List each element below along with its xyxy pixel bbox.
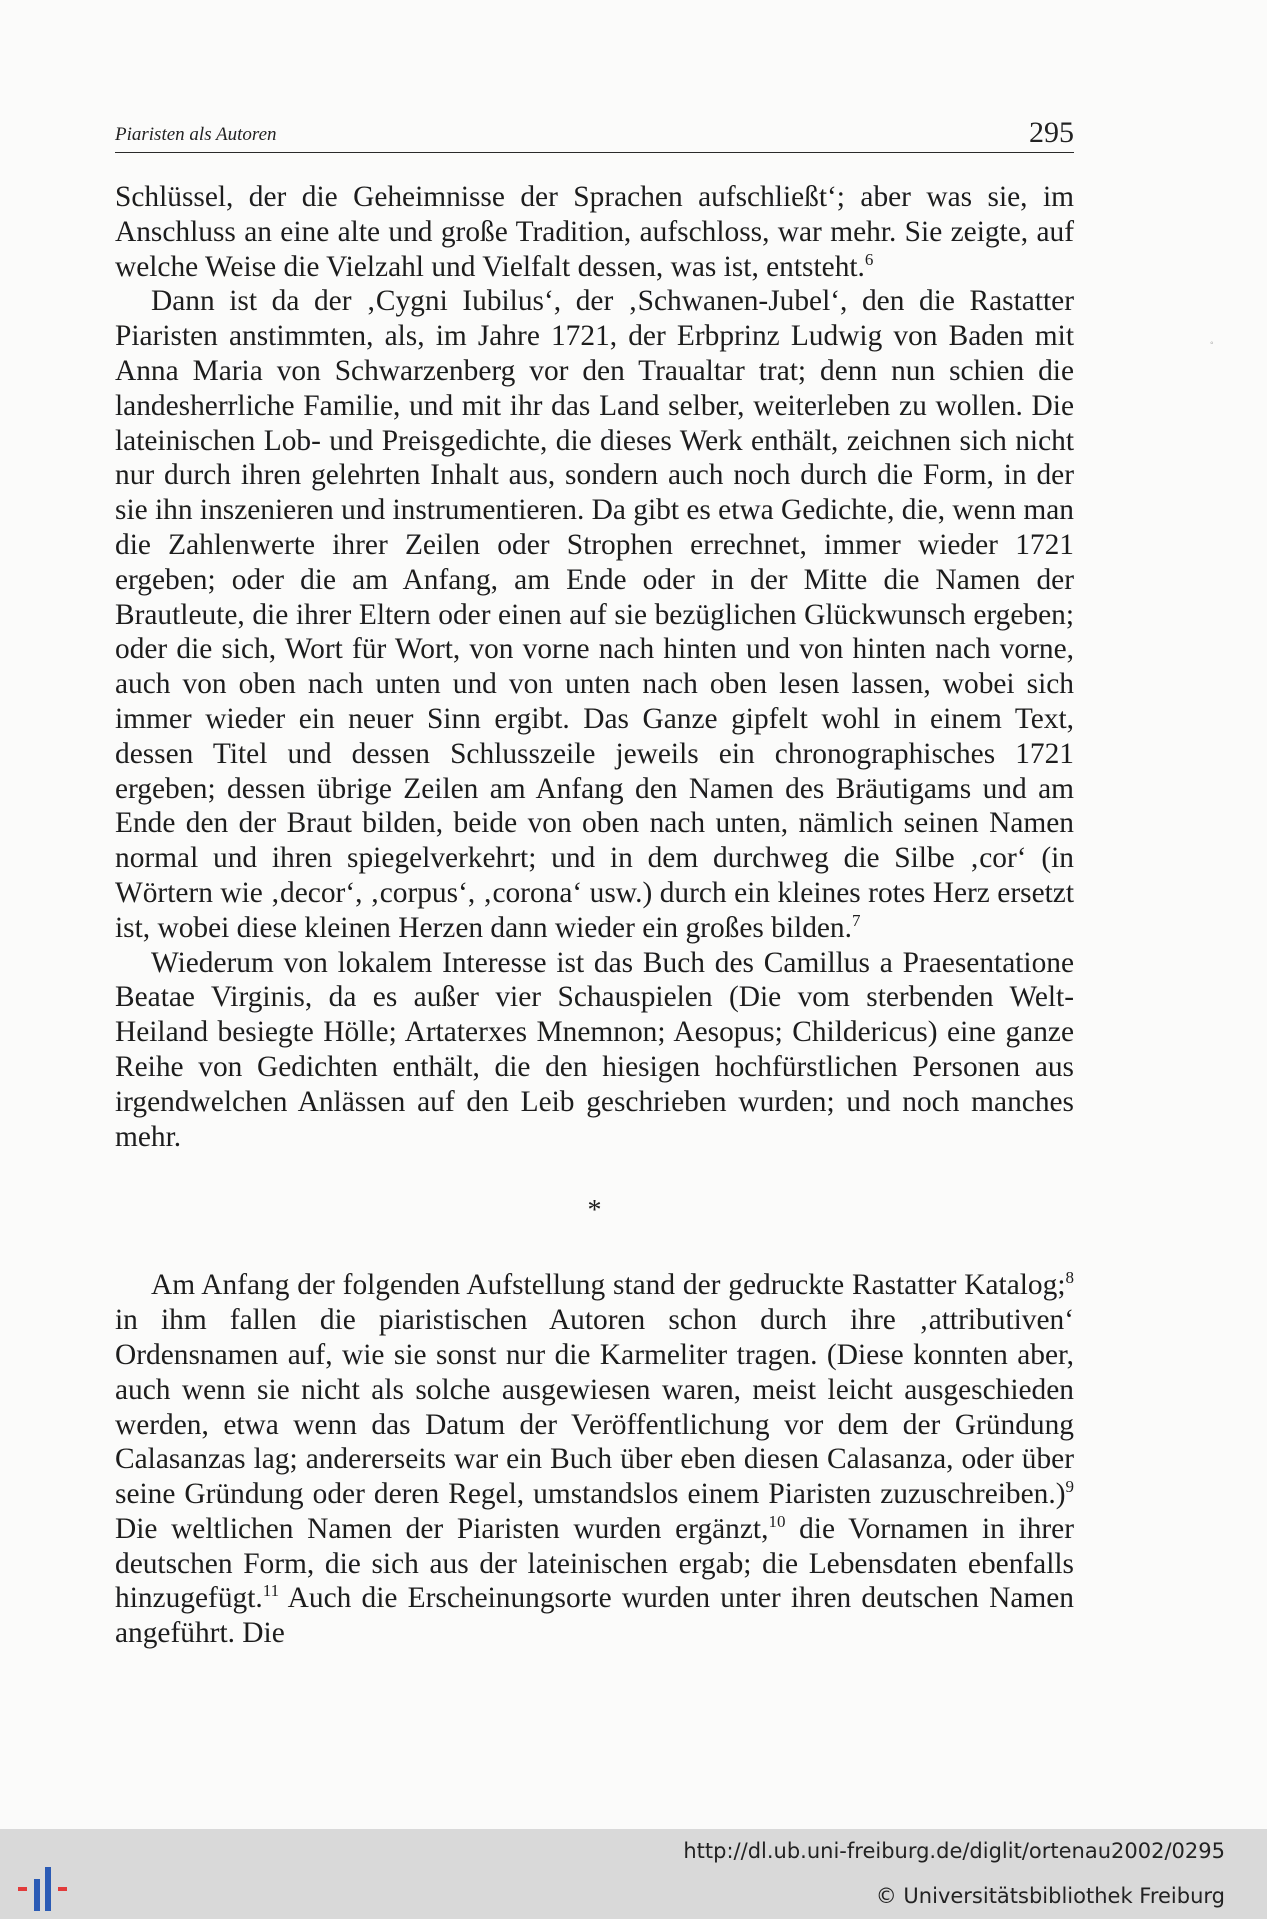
- footnote-ref[interactable]: 6: [864, 249, 874, 269]
- body-text: [115, 180, 1074, 1651]
- paragraph-3: Wiederum von lokalem Interesse ist das Buch des Camillus a Praesentatione Beatae Virginis, da es außer vier Schauspielen (Die vom sterbenden Welt-Heiland besiegte Hölle; Artaterxes Mnemnon; Aesopus; Childericus) eine ganze Reihe von Gedichten enthält, die den hiesigen hochfürstlichen Personen aus irgendwelchen Anlässen auf den Leib geschrieben wurden; und noch manches mehr.: [115, 946, 1074, 1153]
- running-title: Piaristen als Autoren: [115, 124, 277, 145]
- viewer-footer: [0, 1829, 1267, 1919]
- footnote-ref[interactable]: 7: [851, 910, 861, 930]
- margin-mark: ◦: [1210, 338, 1214, 349]
- section-divider: *: [587, 1195, 602, 1227]
- page-number: 295: [1029, 116, 1074, 149]
- ub-freiburg-logo-icon: [14, 1867, 80, 1911]
- copyright-notice: © Universitätsbibliothek Freiburg: [875, 1884, 1225, 1908]
- paragraph-4: Am Anfang der folgenden Aufstellung stand der gedruckte Rastatter Katalog;$^8$ in ihm fallen die piaristischen Autoren schon durch ihre ‚attributiven‘ Ordensnamen auf, wie sie sonst nur die Karmeliter tragen. (Diese konnten aber, auch wenn sie nicht als solche ausgewiesen waren, meist leicht ausgeschieden werden, etwa wenn das Datum der Veröffentlichung vor dem der Gründung Calasanzas lag; andererseits war ein Buch über eben diesen Calasanza, oder über seine Gründung oder deren Regel, umstandslos einem Piaristen zuzuschreiben.)$^9$ Die weltlichen Namen der Piaristen wurden ergänzt,$^{10}$ die Vornamen in ihrer deutschen Form, die sich aus der lateinischen ergab; die Lebensdaten ebenfalls hinzugefügt.$^{11}$ Auch die Erscheinungsorte wurden unter ihren deutschen Namen angeführt. Die: [115, 1268, 1075, 1650]
- footnote-ref[interactable]: 8: [1065, 1268, 1074, 1288]
- footnote-ref[interactable]: 9: [1065, 1477, 1074, 1497]
- page-header: [115, 112, 1074, 153]
- paragraph-2: Dann ist da der ‚Cygni Iubilus‘, der ‚Schwanen-Jubel‘, den die Rastatter Piaristen anstimmten, als, im Jahre 1721, der Erbprinz Ludwig von Baden mit Anna Maria von Schwarzenberg vor den Traualtar trat; denn nun schien die landesherrliche Familie, und mit ihr das Land selber, weiterleben zu wollen. Die lateinischen Lob- und Preisgedichte, die dieses Werk enthält, zeichnen sich nicht nur durch ihren gelehrten Inhalt aus, sondern auch noch durch die Form, in der sie ihn inszenieren und instrumentieren. Da gibt es etwa Gedichte, die, wenn man die Zahlenwerte ihrer Zeilen oder Strophen errechnet, immer wieder 1721 ergeben; oder die am Anfang, am Ende oder in der Mitte die Namen der Brautleute, die ihrer Eltern oder einen auf sie bezüglichen Glückwunsch ergeben; oder die sich, Wort für Wort, von vorne nach hinten und von hinten nach vorne, auch von oben nach unten und von unten nach oben lesen lassen, wobei sich immer wieder ein neuer Sinn ergibt. Das Ganze gipfelt wohl in einem Text, dessen Titel und dessen Schlusszeile jeweils ein chronographisches 1721 ergeben; dessen übrige Zeilen am Anfang den Namen des Bräutigams und am Ende den der Braut bilden, beide von oben nach unten, nämlich seinen Namen normal und ihren spiegelverkehrt; und in dem durchweg die Silbe ‚cor‘ (in Wörtern wie ‚decor‘, ‚corpus‘, ‚corona‘ usw.) durch ein kleines rotes Herz ersetzt ist, wobei diese kleinen Herzen dann wieder ein großes bilden.$^7$: [115, 285, 1074, 944]
- permalink-url[interactable]: http://dl.ub.uni-freiburg.de/diglit/ortenau2002/0295: [683, 1839, 1225, 1863]
- paragraph-1: Schlüssel, der die Geheimnisse der Sprachen aufschließt‘; aber was sie, im Anschluss an eine alte und große Tradition, aufschloss, war mehr. Sie zeigte, auf welche Weise die Vielzahl und Vielfalt dessen, was ist, entsteht.$^6$: [115, 181, 1074, 283]
- footnote-ref[interactable]: 10: [768, 1511, 786, 1531]
- footnote-ref[interactable]: 11: [262, 1581, 280, 1601]
